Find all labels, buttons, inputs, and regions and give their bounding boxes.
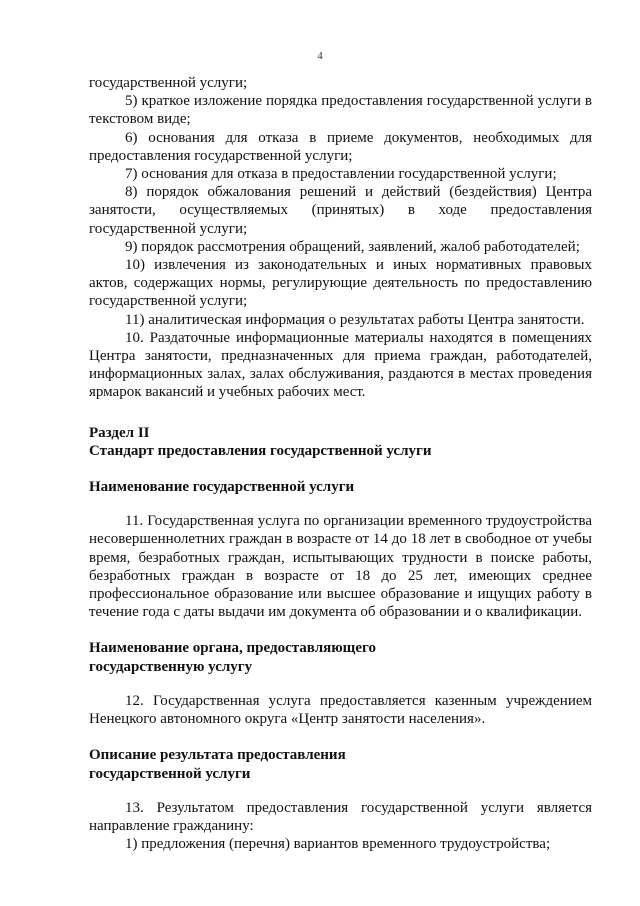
page-number: 4 [317, 50, 323, 62]
paragraph: 11) аналитическая информация о результатах работы Центра занятости. [125, 311, 585, 328]
paragraph: 9) порядок рассмотрения обращений, заявлений, жалоб работодателей; [125, 238, 580, 255]
paragraph: 12. Государственная услуга предоставляется казенным учреждением Ненецкого автономного округа «Центр занятости населения». [89, 692, 592, 728]
subsection-heading-result: Описание результата предоставления [89, 747, 346, 764]
paragraph: 7) основания для отказа в предоставлении государственной услуги; [125, 166, 557, 183]
subsection-heading-name: Наименование государственной услуги [89, 479, 355, 496]
document-body [89, 74, 592, 853]
subsection-heading-authority: Наименование органа, предоставляющего [89, 640, 376, 657]
paragraph: 6) основания для отказа в приеме документов, необходимых для предоставления государственной услуги; [89, 129, 592, 164]
paragraph: 10. Раздаточные информационные материалы находятся в помещениях Центра занятости, предназначенных для приема граждан, работодателей, информационных залах, залах обслуживания, раздаются в местах проведения ярмарок вакансий и учебных рабочих мест. [89, 329, 592, 401]
paragraph: 13. Результатом предоставления государственной услуги является направление гражданину: [89, 799, 592, 834]
paragraph: 8) порядок обжалования решений и действий (бездействия) Центра занятости, осуществляемых (принятых) в ходе предоставления государственной услуги; [89, 184, 592, 237]
section-label: Раздел II [89, 424, 150, 441]
subsection-heading-authority-line2: государственную услугу [89, 658, 253, 675]
subsection-heading-result-line2: государственной услуги [89, 765, 251, 782]
section-title: Стандарт предоставления государственной услуги [89, 442, 432, 459]
paragraph: государственной услуги; [89, 75, 248, 91]
paragraph: 10) извлечения из законодательных и иных нормативных правовых актов, содержащих нормы, регулирующие деятельность по предоставлению государственной услуги; [89, 257, 592, 310]
paragraph: 11. Государственная услуга по организации временного трудоустройства несовершеннолетних граждан в возрасте от 14 до 18 лет в свободное от учебы время, безработных граждан, испытывающих трудности в поиске работы, безработных граждан в возрасте от 18 до 25 лет, имеющих среднее профессиональное образование или высшее образование и ищущих работу в течение года с даты выдачи им документа об образовании и о квалификации. [89, 513, 592, 621]
paragraph: 5) краткое изложение порядка предоставления государственной услуги в текстовом виде; [89, 93, 592, 128]
list-item: 1) предложения (перечня) вариантов временного трудоустройства; [125, 836, 551, 853]
